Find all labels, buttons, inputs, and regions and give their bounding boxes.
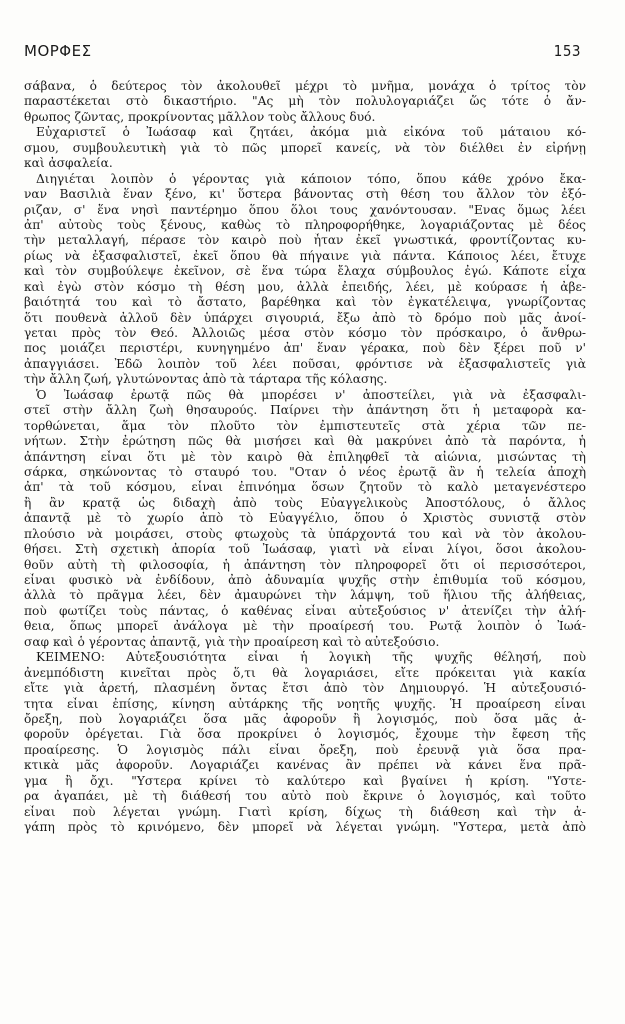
page-number: 153 — [553, 42, 581, 60]
text-line: θεια, ὅπως μπορεῖ ἀνάλογα μὲ τὴν προαίρεσή του. Ρωτᾷ λοιπὸν ὁ Ἰωά- — [24, 619, 586, 634]
text-line: τὴν ἄλλη ζωή, γλυτώνοντας ἀπὸ τὰ τάρταρα τῆς κόλασης. — [24, 372, 388, 387]
text-line: θοῦν αὐτὴ τὴ φιλοσοφία, ἡ ἀπάντηση τὸν πληροφορεῖ ὅτι οἱ περισσότεροι, — [24, 557, 586, 572]
text-line: ρίως νὰ ἐξασφαλιστεῖ, ἐκεῖ ὅπου θὰ πήγαινε γιὰ πάντα. Κάποιος λέει, ἔτυχε — [24, 248, 586, 263]
text-line: γμα ἢ ὄχι. "Υστερα κρίνει τὸ καλύτερο καὶ βγαίνει ἡ κρίση. "Υστε- — [24, 773, 586, 788]
text-line: ΚΕΙΜΕΝΟ: Αὐτεξουσιότητα εἶναι ἡ λογικὴ τῆς ψυχῆς θέλησή, ποὺ — [36, 650, 586, 665]
text-line: ὅτι πουθενὰ ἀλλοῦ δὲν ὑπάρχει σιγουριά, ἔξω ἀπὸ τὸ δρόμο ποὺ μᾶς ἀνοί- — [24, 310, 586, 325]
text-line: καὶ τὸν συμβούλεψε ἐκεῖνον, σὲ ἕνα τώρα ἔλαχα σύμβουλος ἐγώ. Κάποτε εἶχα — [24, 264, 586, 279]
text-line: κτικὰ μᾶς ἀφοροῦν. Λογαριάζει κανένας ἂν πρέπει νὰ κάνει ἕνα πρᾶ- — [24, 758, 586, 773]
text-line: σμου, συμβουλευτικὴ γιὰ τὸ πῶς μπορεῖ κανείς, νὰ τὸν διέλθει ἐν εἰρήνῃ — [24, 140, 586, 155]
text-line: γεται πρὸς τὸν Θεό. Ἀλλοιῶς μέσα στὸν κόσμο τὸν πρόσκαιρο, ὁ ἄνθρω- — [24, 326, 586, 340]
text-line: εἶναι ποὺ λέγεται γνώμη. Γιατὶ κρίση, δίχως τὴ διάθεση καὶ τὴν ἀ- — [24, 804, 586, 819]
text-line: ριζαν, σ' ἕνα νησὶ παντέρημο ὅπου ὅλοι τους χανόντουσαν. "Ενας ὅμως λέει — [24, 202, 586, 217]
text-line: τορθώνεται, ἅμα τὸν πλοῦτο τὸν ἐμπιστευτεῖς στὰ χέρια τῶν πε- — [24, 418, 586, 433]
text-line: ἀπ' τὰ τοῦ κόσμου, εἶναι ἐπινόημα ὅσων ζητοῦν τὸ καλὸ μεταγενέστερο — [24, 480, 586, 495]
text-line: πλούσιο νὰ μοιράσει, στοὺς φτωχοὺς τὰ ὑπάρχοντά του καὶ νὰ τὸν ἀκολου- — [24, 526, 586, 541]
text-line: καὶ ἐγὼ στὸν κόσμο τὴ θέση μου, ἀλλὰ ἐπειδής, λέει, μὲ κούρασε ἡ ἀβε- — [24, 279, 586, 294]
text-line: προαίρεσης. Ὁ λογισμὸς πάλι εἶναι ὄρεξη, ποὺ ἐρευνᾷ γιὰ ὅσα πρα- — [24, 742, 586, 757]
text-line: σάρκα, σηκώνοντας τὸ σταυρό του. "Οταν ὁ νέος ἐρωτᾷ ἂν ἡ τελεία ἀποχὴ — [24, 464, 586, 479]
running-title: ΜΟΡΦΕΣ — [24, 42, 92, 60]
text-line: τητα εἶναι ἐπίσης, κίνηση αὐτάρκης τῆς νοητῆς ψυχῆς. Ἡ προαίρεση εἶναι — [24, 696, 586, 711]
text-line: καὶ ἀσφαλεία. — [24, 156, 113, 171]
text-line: Εὐχαριστεῖ ὁ Ἰωάσαφ καὶ ζητάει, ἀκόμα μιὰ εἰκόνα τοῦ μάταιου κό- — [36, 125, 586, 140]
text-line: ρα ἀγαπάει, μὲ τὴ διάθεσή του αὐτὸ ποὺ ἔκρινε ὁ λογισμός, καὶ τοῦτο — [24, 789, 586, 804]
text-line: ἀπαγγιάσει. Ἐδῶ λοιπὸν τοῦ λέει ποῦσαι, φρόντισε νὰ ἐξασφαλιστεῖς γιὰ — [24, 356, 586, 371]
text-line: Διηγιέται λοιπὸν ὁ γέροντας γιὰ κάποιον τόπο, ὅπου κάθε χρόνο ἔκα- — [36, 171, 586, 186]
text-line: σαφ καὶ ὁ γέροντας ἀπαντᾷ, γιὰ τὴν προαίρεση καὶ τὸ αὐτεξούσιο. — [24, 634, 440, 649]
text-line: σάβανα, ὁ δεύτερος τὸν ἀκολουθεῖ μέχρι τὸ μνῆμα, μονάχα ὁ τρίτος τὸν — [24, 79, 586, 93]
page-header — [24, 42, 581, 64]
text-line: εἶναι φυσικὸ νὰ ἐνδίδουν, ἀπὸ ἀδυναμία ψυχῆς στὴν ἐπιθυμία τοῦ κόσμου, — [24, 573, 586, 587]
text-line: νήτων. Στὴν ἐρώτηση πῶς θὰ μισήσει καὶ θὰ μακρύνει ἀπὸ τὰ παρόντα, ἡ — [24, 434, 586, 449]
text-line: ἀπάντηση εἶναι ὅτι μὲ τὸν καιρὸ θὰ ἐπιληφθεῖ τὰ αἰώνια, μισώντας τὴ — [24, 449, 586, 464]
text-line: στεῖ στὴν ἄλλη ζωὴ θησαυρούς. Παίρνει τὴν ἀπάντηση ὅτι ἡ μεταφορὰ κα- — [24, 403, 586, 418]
text-line: ναν Βασιλιὰ ἕναν ξένο, κι' ὕστερα βάνοντας στὴ θέση του ἄλλον τὸν ἐξό- — [24, 187, 586, 202]
text-line: ἀνεμπόδιστη κινεῖται πρὸς ὅ,τι θὰ λογαριάσει, εἴτε πρόκειται γιὰ κακία — [24, 665, 586, 680]
text-line: ἀπ' αὐτοὺς τοὺς ξένους, καθὼς τὸ πληροφορήθηκε, λογαριάζοντας μὲ δέος — [24, 217, 586, 232]
body-text — [24, 79, 586, 835]
text-line: φοροῦν ὀρέγεται. Γιὰ ὅσα προκρίνει ὁ λογισμός, ἔχουμε τὴν ἔφεση τῆς — [24, 727, 586, 742]
text-line: παραστέκεται στὸ δικαστήριο. "Ας μὴ τὸν πολυλογαριάζει ὥς τότε ὁ ἄν- — [24, 94, 586, 109]
text-line: θήσει. Στὴ σχετικὴ ἀπορία τοῦ Ἰωάσαφ, γιατὶ νὰ εἶναι λίγοι, ὅσοι ἀκολου- — [24, 542, 586, 557]
text-line: ὄρεξη, ποὺ λογαριάζει ὅσα μᾶς ἀφοροῦν ἢ λογισμός, ποὺ ὅσα μᾶς ἀ- — [24, 711, 586, 726]
text-line: γάπη πρὸς τὸ κρινόμενο, δὲν μπορεῖ νὰ λέγεται γνώμη. "Υστερα, μετὰ ἀπὸ — [24, 820, 586, 834]
text-line: εἴτε γιὰ ἀρετή, πλασμένη ὄντας ἔτσι ἀπὸ τὸν Δημιουργό. Ἡ αὐτεξουσιό- — [24, 681, 586, 696]
text-line: ἀλλὰ τὸ πρᾶγμα λέει, δὲν ἀμαυρώνει τὴν λάμψη, τοῦ ἥλιου τῆς ἀλήθειας, — [24, 588, 586, 603]
text-line: Ὁ Ἰωάσαφ ἐρωτᾷ πῶς θὰ μπορέσει ν' ἀποστείλει, γιὰ νὰ ἐξασφαλι- — [36, 387, 586, 402]
text-line: ἀπαντᾷ μὲ τὸ χωρίο ἀπὸ τὸ Εὐαγγέλιο, ὅπου ὁ Χριστὸς συνιστᾷ στὸν — [24, 511, 586, 526]
text-line: τὴν μεταλλαγή, πέρασε τὸν καιρὸ ποὺ ἦταν ἐκεῖ γνωστικά, φροντίζοντας κυ- — [24, 233, 586, 248]
text-line: ποὺ φωτίζει τοὺς πάντας, ὁ καθένας εἶναι αὐτεξούσιος ν' ἀτενίζει τὴν ἀλή- — [24, 603, 586, 618]
text-line: πος μοιάζει περιστέρι, κυνηγημένο ἀπ' ἕναν γέρακα, ποὺ δὲν ξέρει ποῦ ν' — [24, 341, 586, 356]
text-line: θρωπος ζῶντας, προκρίνοντας μᾶλλον τοὺς ἄλλους δυό. — [24, 109, 376, 124]
text-line: βαιότητά του καὶ τὸ ἄστατο, βαρέθηκα καὶ τὸν ἐγκατέλειψα, γνωρίζοντας — [24, 295, 586, 310]
text-line: ἢ ἂν κρατᾷ ὡς διδαχὴ ἀπὸ τοὺς Εὐαγγελικοὺς Ἀποστόλους, ὁ ἄλλος — [24, 495, 586, 510]
